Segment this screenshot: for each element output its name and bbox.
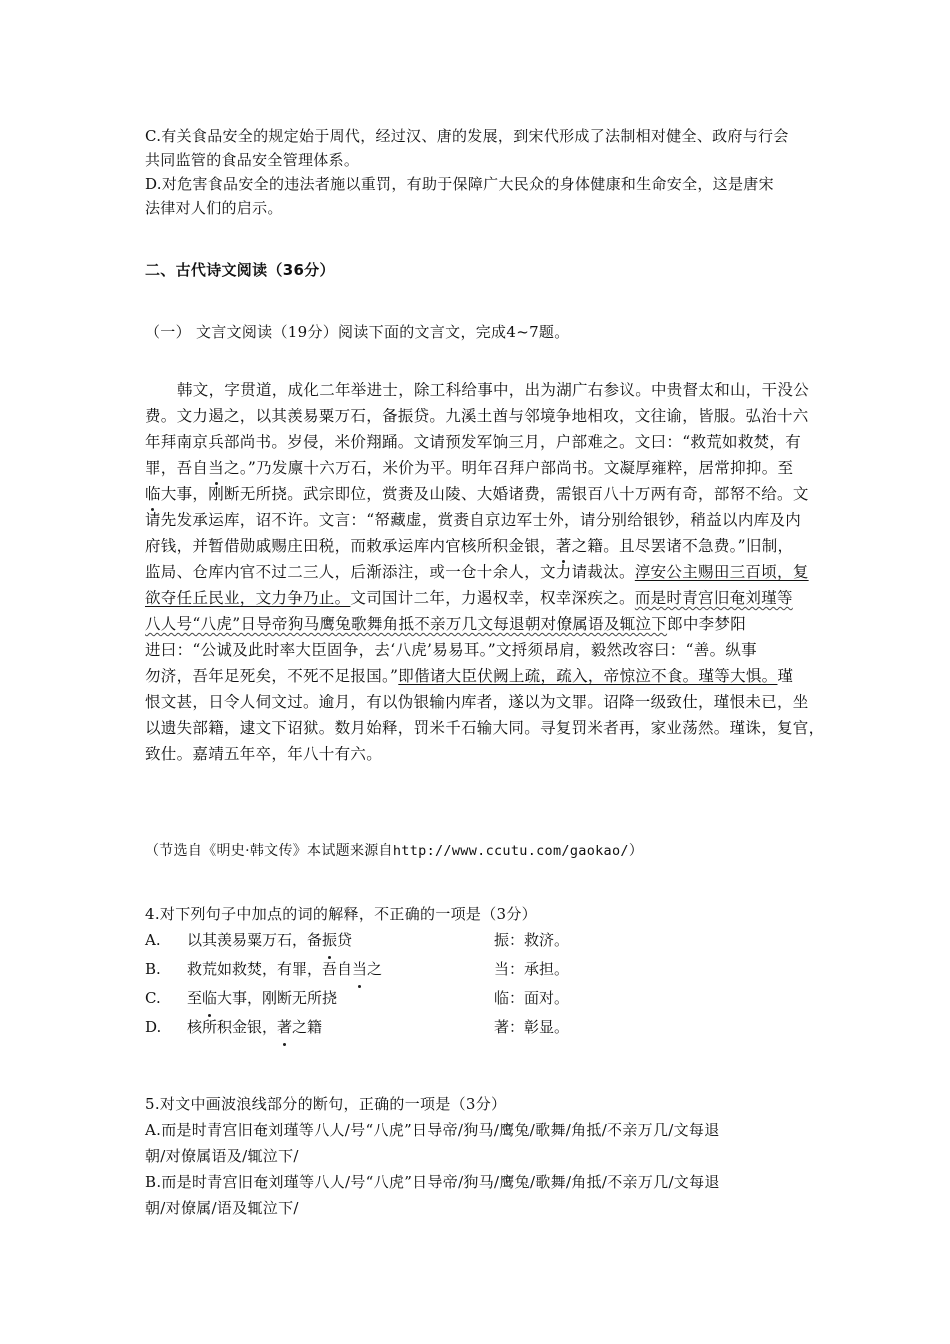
dotted-word: 临 [145,481,161,507]
question-5-stem: 5.对文中画波浪线部分的断句，正确的一项是（3分） [145,1095,507,1113]
option-text [187,955,382,984]
passage-text: 罪，吾自 [145,459,209,477]
option-explanation: 当：承担。 [494,960,570,978]
dotted-word: 著 [556,533,572,559]
passage-text: 文司国计二年，力遏权幸，权幸深疾之。 [350,589,635,607]
passage-line [145,585,815,611]
option-label: A. [145,931,161,949]
dotted-word: 当 [352,955,367,984]
passage-line [145,611,815,637]
question-4-option-a [145,926,815,955]
option-text-part: 救荒如救焚，有罪，吾自 [187,960,353,978]
passage-line [145,559,815,585]
option-label: D. [145,1018,162,1036]
option-explanation: 临：面对。 [494,989,570,1007]
prev-option-c [145,124,815,172]
option-explanation: 著：彰显。 [494,1018,570,1036]
passage-text: 之籍。且尽罢诸不急费。”旧制， [571,537,794,555]
classical-passage [145,377,825,767]
passage-text: 府钱，并暂借勋戚赐庄田税，而敕承运库内官核所积金银， [145,537,556,555]
prev-option-d [145,172,815,220]
passage-line: 进曰：“公诚及此时率大臣固争，去‘八虎’易易耳。”文捋须昂肩，毅然改容曰：“善。纵事 [145,641,757,659]
section-heading: 二、古代诗文阅读（36分） [145,261,335,279]
subsection-heading: （一） 文言文阅读（19分）阅读下面的文言文，完成4~7题。 [145,323,570,341]
passage-text: 之。”乃发廪十六万石，米价为平。明年召拜户部尚书。文凝厚雍粹，居常抑抑。至 [224,459,794,477]
question-4-stem: 4.对下列句子中加点的词的解释，不正确的一项是（3分） [145,905,537,923]
question-5-option-a-line-2: 朝/对僚属语及/辄泣下/ [145,1147,299,1165]
wavy-underlined-text: 而是时青宫旧奄刘瑾等 [634,589,793,607]
question-4-option-c [145,984,815,1013]
question-5 [145,1091,815,1221]
option-text-part: 核所积金银， [187,1018,278,1036]
prev-option-c-line-2: 共同监管的食品安全管理体系。 [145,151,360,169]
passage-source [145,839,815,863]
passage-line: 年拜南京兵部尚书。岁侵，米价翔踊。文请预发军饷三月，户部难之。文曰：“救荒如救焚，有 [145,433,802,451]
underlined-sentence: 即偕诸大臣伏阙上疏，疏入，帝惊泣不食。瑾等大惧。 [398,667,778,685]
option-text-part: 之 [367,960,383,978]
passage-line [145,663,815,689]
passage-line: 致仕。嘉靖五年卒，年八十有六。 [145,745,383,763]
option-text [187,926,352,955]
source-text: （节选自《明史·韩文传》本试题来源自 [145,843,393,859]
option-text [187,984,337,1013]
source-text: ） [628,843,644,859]
option-label: B. [145,960,161,978]
question-4-option-b [145,955,815,984]
option-text-part: 贷 [337,931,353,949]
passage-line [145,481,815,507]
source-url: http://www.ccutu.com/gaokao/ [392,843,629,859]
wavy-underlined-text: 八人号“八虎”日导帝狗马鹰兔歌舞角抵不亲万几文每退朝对僚属语及辄泣下 [145,615,668,633]
dotted-word: 振 [322,926,337,955]
passage-text: 瑾 [777,667,794,685]
passage-line: 恨文甚，日令人伺文过。逾月，有以伪银输内库者，遂以为文罪。诏降一级致仕，瑾恨未已，坐 [145,693,809,711]
passage-line: 以遗失部籍，逮文下诏狱。数月始释，罚米千石输大同。寻复罚米者再，家业荡然。瑾诛，复官， [145,719,825,737]
passage-text: 大事，刚断无所挠。武宗即位，赏赉及山陵、大婚诸费，需银百八十万两有奇，部帑不给。文 [160,485,809,503]
question-5-option-b-line-2: 朝/对僚属/语及辄泣下/ [145,1199,299,1217]
passage-text: 郎中李梦阳 [667,615,747,633]
dotted-word: 著 [277,1013,292,1042]
question-5-option-a-line-1: A.而是时青宫旧奄刘瑾等八人/号“八虎”日导帝/狗马/鹰兔/歌舞/角抵/不亲万几/文每退 [145,1121,720,1139]
passage-line [145,455,815,481]
passage-line: 请先发承运库，诏不许。文言：“帑藏虚，赏赉自京边军士外，请分别给银钞，稍益以内库及内 [145,511,802,529]
dotted-word: 当 [208,455,224,481]
option-text-part: 至 [187,989,203,1007]
question-5-option-b-line-1: B.而是时青宫旧奄刘瑾等八人/号“八虎”日导帝/狗马/鹰兔/歌舞/角抵/不亲万几/文每退 [145,1173,720,1191]
prev-option-d-line-1: D.对危害食品安全的违法者施以重罚，有助于保障广大民众的身体健康和生命安全，这是唐宋 [145,175,774,193]
option-label: C. [145,989,161,1007]
option-text-part: 之籍 [292,1018,323,1036]
passage-line [145,533,815,559]
question-4 [145,902,815,1042]
option-text-part: 以其羡易粟万石，备 [187,931,323,949]
prev-option-d-line-2: 法律对人们的启示。 [145,199,283,217]
passage-text: 勿济，吾年足死矣，不死不足报国。” [145,667,399,685]
prev-option-c-line-1: C.有关食品安全的规定始于周代，经过汉、唐的发展，到宋代形成了法制相对健全、政府与行会 [145,127,789,145]
passage-line: 费。文力遏之，以其羡易粟万石，备振贷。九溪土酋与邻境争地相攻，文往谕，皆服。弘治十六 [145,407,809,425]
dotted-word: 临 [202,984,217,1013]
option-explanation: 振：救济。 [494,931,570,949]
option-text-part: 大事，刚断无所挠 [217,989,338,1007]
passage-line: 韩文，字贯道，成化二年举进士，除工科给事中，出为湖广右参议。中贵督太和山，干没公 [177,381,810,399]
underlined-sentence: 欲夺任丘民业，文力争乃止。 [145,589,351,607]
underlined-sentence: 淳安公主赐田三百顷，复 [634,563,809,581]
question-4-option-d [145,1013,815,1042]
passage-text: 监局、仓库内官不过二三人，后渐添注，或一仓十余人，文力请裁汰。 [145,563,635,581]
option-text [187,1013,322,1042]
